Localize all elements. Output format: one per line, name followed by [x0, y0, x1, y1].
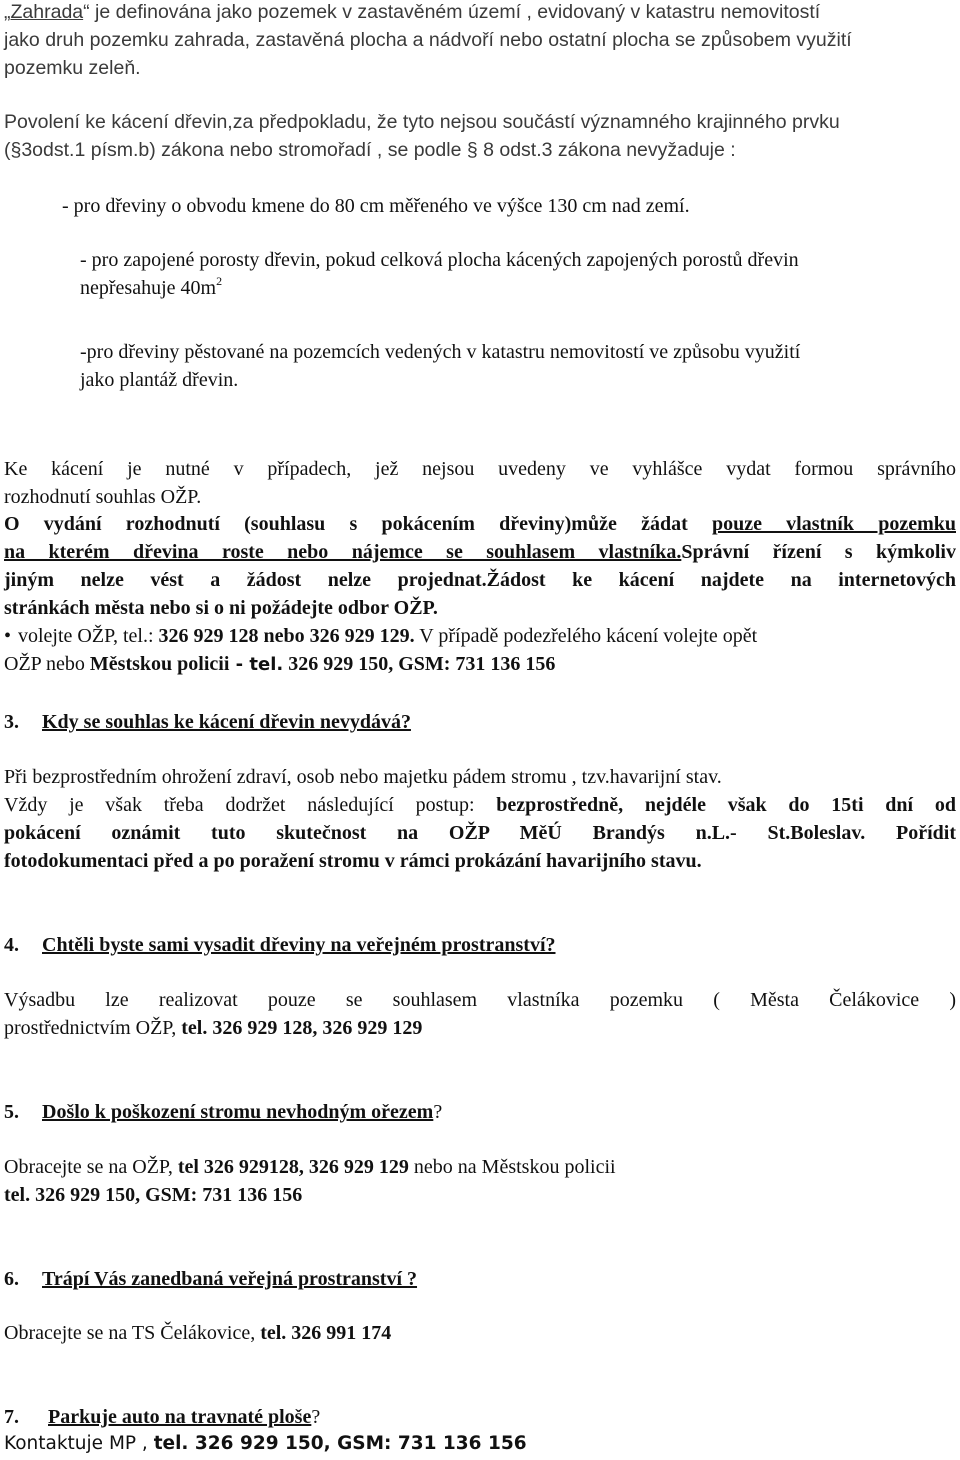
bullet-icon: •	[4, 625, 12, 647]
decision-line-2: rozhodnutí souhlas OŽP.	[4, 486, 202, 508]
section-7-heading: 7. Parkuje auto na travnaté ploše?	[4, 1406, 321, 1428]
section-3-heading: 3. Kdy se souhlas ke kácení dřevin nevydává?	[4, 711, 411, 733]
zahrada-line-3: pozemku zeleň.	[4, 57, 141, 79]
decision-bullet-line: • volejte OŽP, tel.: 326 929 128 nebo 326 929 129. V případě podezřelého kácení volejte opět	[4, 625, 758, 647]
exception-item-2-line-1: - pro zapojené porosty dřevin, pokud celková plocha kácených zapojených porostů dřevin	[80, 249, 799, 271]
exception-item-1: - pro dřeviny o obvodu kmene do 80 cm měřeného ve výšce 130 cm nad zemí.	[62, 195, 690, 217]
zahrada-line-2: jako druh pozemku zahrada, zastavěná plocha a nádvoří nebo ostatní plocha se způsobem využití	[4, 29, 852, 51]
section-3-line-3: pokácení oznámit tuto skutečnost na OŽP MěÚ Brandýs n.L.- St.Boleslav. Pořídit	[4, 822, 956, 844]
section-6-heading: 6. Trápí Vás zanedbaná veřejná prostranství ?	[4, 1268, 418, 1290]
section-4-line-2: prostřednictvím OŽP, tel. 326 929 128, 326 929 129	[4, 1017, 423, 1039]
decision-line-6: stránkách města nebo si o ni požádejte odbor OŽP.	[4, 597, 438, 619]
section-4-line-1: Výsadbu lze realizovat pouze se souhlasem vlastníka pozemku ( Města Čelákovice )	[4, 989, 956, 1011]
povoleni-line-1: Povolení ke kácení dřevin,za předpokladu, že tyto nejsou součástí významného krajinného prvku	[4, 111, 840, 133]
section-6-line-1: Obracejte se na TS Čelákovice, tel. 326 991 174	[4, 1322, 392, 1344]
exception-item-2-line-2: nepřesahuje $40m^2$	[80, 274, 223, 299]
section-3-line-2: Vždy je však třeba dodržet následující postup: bezprostředně, nejdéle však do 15ti dní od	[4, 794, 956, 816]
zahrada-line-1: „Zahrada“ je definována jako pozemek v zastavěném území , evidovaný v katastru nemovitostí	[4, 1, 821, 23]
section-5-heading: 5. Došlo k poškození stromu nevhodným ořezem?	[4, 1101, 443, 1123]
decision-line-4: na kterém dřevina roste nebo nájemce se souhlasem vlastníka.Správní řízení s kýmkoliv	[4, 541, 956, 563]
section-5-line-2: tel. 326 929 150, GSM: 731 136 156	[4, 1184, 303, 1206]
decision-line-5: jiným nelze vést a žádost nelze projednat.Žádost ke kácení najdete na internetových	[4, 569, 956, 591]
decision-line-1: Ke kácení je nutné v případech, jež nejsou uvedeny ve vyhlášce vydat formou správního	[4, 458, 956, 480]
decision-line-3: O vydání rozhodnutí (souhlasu s pokácením dřeviny)může žádat pouze vlastník pozemku	[4, 513, 956, 535]
exception-item-3-line-1: -pro dřeviny pěstované na pozemcích vedených v katastru nemovitostí ve způsobu využití	[80, 341, 801, 363]
povoleni-line-2: (§3odst.1 písm.b) zákona nebo stromořadí , se podle § 8 odst.3 zákona nevyžaduje :	[4, 139, 736, 161]
section-7-contact: Kontaktuje MP , tel. 326 929 150, GSM: 731 136 156	[4, 1433, 527, 1454]
section-4-heading: 4. Chtěli byste sami vysadit dřeviny na veřejném prostranství?	[4, 934, 556, 956]
section-3-line-4: fotodokumentaci před a po poražení stromu v rámci prokázání havarijního stavu.	[4, 850, 702, 872]
section-5-line-1: Obracejte se na OŽP, tel 326 929128, 326 929 129 nebo na Městskou policii	[4, 1156, 616, 1178]
exception-item-3-line-2: jako plantáž dřevin.	[80, 369, 239, 391]
section-3-line-1: Při bezprostředním ohrožení zdraví, osob nebo majetku pádem stromu , tzv.havarijní stav.	[4, 766, 722, 788]
decision-line-8: OŽP nebo Městskou policii - tel. 326 929 150, GSM: 731 136 156	[4, 653, 556, 675]
zahrada-term: Zahrada	[10, 1, 84, 23]
